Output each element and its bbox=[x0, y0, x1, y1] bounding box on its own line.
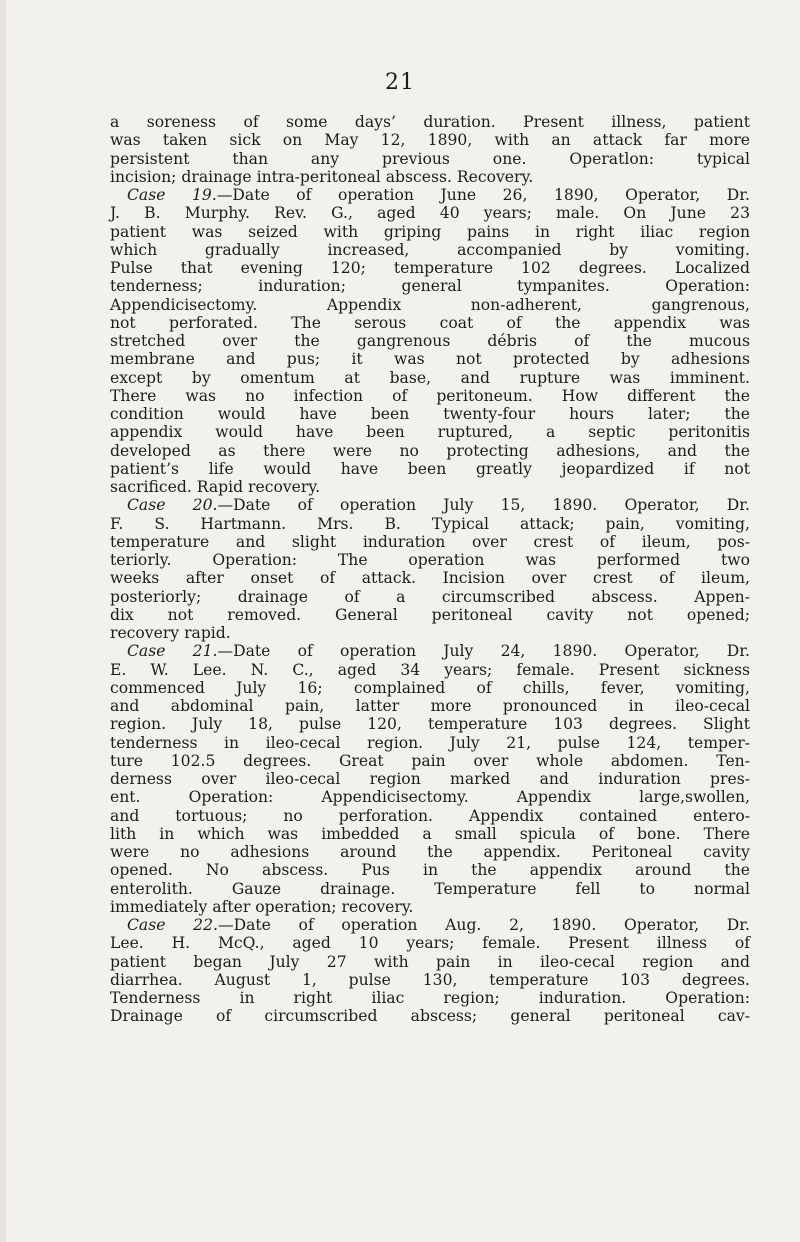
text-line bbox=[110, 259, 750, 277]
text-line bbox=[110, 934, 750, 952]
line-text: condition would have been twenty-four hours later; the bbox=[110, 405, 750, 423]
line-text: Lee. H. McQ., aged 10 years; female. Present illness of bbox=[110, 934, 750, 953]
line-text: was taken sick on May 12, 1890, with an attack far more bbox=[110, 131, 750, 150]
text-line bbox=[110, 770, 750, 788]
text-line bbox=[110, 314, 750, 332]
line-text: —Date of operation June 26, 1890, Operator, Dr. bbox=[216, 186, 750, 204]
line-text: and tortuous; no perforation. Appendix contained entero- bbox=[110, 806, 750, 825]
line-text: tenderness; induration; general tympanites. Operation: bbox=[110, 277, 750, 296]
text-line bbox=[110, 989, 750, 1007]
line-text: enterolith. Gauze drainage. Temperature fell to normal bbox=[110, 879, 750, 898]
text-line bbox=[110, 113, 750, 131]
line-text: —Date of operation July 24, 1890. Operator, Dr. bbox=[217, 642, 751, 661]
text-line bbox=[110, 369, 750, 387]
line-text: incision; drainage intra-peritoneal abscess. Recovery. bbox=[110, 167, 534, 186]
text-line bbox=[110, 734, 750, 752]
text-line bbox=[110, 880, 750, 898]
text-line bbox=[110, 606, 750, 624]
line-text: Tenderness in right iliac region; induration. Operation: bbox=[110, 989, 750, 1007]
text-line bbox=[110, 1007, 750, 1025]
text-line bbox=[110, 241, 750, 259]
line-text: not perforated. The serous coat of the appendix was bbox=[110, 313, 750, 332]
text-line bbox=[110, 898, 750, 916]
case-heading-line bbox=[110, 916, 750, 934]
line-text: E. W. Lee. N. C., aged 34 years; female. Present sickness bbox=[110, 660, 750, 679]
line-text: There was no infection of peritoneum. How different the bbox=[110, 386, 750, 405]
line-text: recovery rapid. bbox=[110, 624, 231, 642]
line-text: ture 102.5 degrees. Great pain over whole abdomen. Ten- bbox=[110, 751, 750, 770]
line-text: J. B. Murphy. Rev. G., aged 40 years; male. On June 23 bbox=[110, 204, 750, 223]
text-line bbox=[110, 752, 750, 770]
text-line bbox=[110, 861, 750, 879]
text-line bbox=[110, 442, 750, 460]
text-line bbox=[110, 843, 750, 861]
text-line bbox=[110, 569, 750, 587]
line-text: opened. No abscess. Pus in the appendix around the bbox=[110, 861, 750, 880]
text-line bbox=[110, 460, 750, 478]
line-text: which gradually increased, accompanied by vomiting. bbox=[110, 240, 750, 259]
line-text: Drainage of circumscribed abscess; general peritoneal cav- bbox=[110, 1007, 750, 1026]
line-text: —Date of operation July 15, 1890. Operator, Dr. bbox=[217, 496, 751, 515]
line-text: except by omentum at base, and rupture was imminent. bbox=[110, 368, 750, 387]
line-text: developed as there were no protecting adhesions, and the bbox=[110, 441, 750, 460]
text-line bbox=[110, 661, 750, 679]
line-text: persistent than any previous one. Operatlon: typical bbox=[110, 149, 750, 168]
text-line bbox=[110, 953, 750, 971]
text-line bbox=[110, 387, 750, 405]
line-text: patient was seized with griping pains in right iliac region bbox=[110, 222, 750, 241]
line-text: —Date of operation Aug. 2, 1890. Operator, Dr. bbox=[217, 916, 751, 934]
text-line bbox=[110, 168, 750, 186]
line-text: and abdominal pain, latter more pronounced in ileo-cecal bbox=[110, 697, 750, 715]
text-line bbox=[110, 150, 750, 168]
text-line bbox=[110, 624, 750, 642]
case-heading-line bbox=[110, 642, 750, 660]
text-line bbox=[110, 296, 750, 314]
text-line bbox=[110, 478, 750, 496]
text-line bbox=[110, 405, 750, 423]
line-text: weeks after onset of attack. Incision over crest of ileum, bbox=[110, 569, 750, 588]
text-line bbox=[110, 825, 750, 843]
line-text: posteriorly; drainage of a circumscribed abscess. Appen- bbox=[110, 587, 750, 606]
line-text: region. July 18, pulse 120, temperature 103 degrees. Slight bbox=[110, 715, 750, 734]
case-label: Case 22. bbox=[127, 916, 218, 934]
line-text: Pulse that evening 120; temperature 102 degrees. Localized bbox=[110, 259, 750, 277]
line-text: tenderness in ileo-cecal region. July 21, pulse 124, temper- bbox=[110, 733, 750, 752]
text-line bbox=[110, 697, 750, 715]
line-text: a soreness of some days’ duration. Present illness, patient bbox=[110, 113, 750, 131]
case-heading-line bbox=[110, 496, 750, 514]
case-label: Case 21. bbox=[127, 642, 218, 661]
line-text: Appendicisectomy. Appendix non-adherent, gangrenous, bbox=[110, 295, 750, 314]
case-heading-line bbox=[110, 186, 750, 204]
text-line bbox=[110, 204, 750, 222]
line-text: membrane and pus; it was not protected by adhesions bbox=[110, 350, 750, 369]
case-label: Case 20. bbox=[127, 496, 218, 515]
line-text: patient’s life would have been greatly jeopardized if not bbox=[110, 459, 750, 478]
line-text: patient began July 27 with pain in ileo-cecal region and bbox=[110, 952, 750, 971]
line-text: stretched over the gangrenous débris of the mucous bbox=[110, 332, 750, 350]
text-line bbox=[110, 350, 750, 368]
line-text: teriorly. Operation: The operation was performed two bbox=[110, 551, 750, 569]
line-text: temperature and slight induration over crest of ileum, pos- bbox=[110, 532, 750, 551]
text-line bbox=[110, 515, 750, 533]
text-line bbox=[110, 131, 750, 149]
page-edge-shadow bbox=[0, 0, 6, 1242]
line-text: F. S. Hartmann. Mrs. B. Typical attack; pain, vomiting, bbox=[110, 514, 750, 533]
text-line bbox=[110, 679, 750, 697]
text-line bbox=[110, 807, 750, 825]
line-text: derness over ileo-cecal region marked and induration pres- bbox=[110, 770, 750, 788]
line-text: diarrhea. August 1, pulse 130, temperature 103 degrees. bbox=[110, 970, 750, 989]
text-line bbox=[110, 588, 750, 606]
line-text: dix not removed. General peritoneal cavity not opened; bbox=[110, 605, 750, 624]
case-label: Case 19. bbox=[127, 186, 217, 204]
text-line bbox=[110, 788, 750, 806]
line-text: commenced July 16; complained of chills, fever, vomiting, bbox=[110, 678, 750, 697]
line-text: ent. Operation: Appendicisectomy. Appendix large,swollen, bbox=[110, 788, 750, 807]
line-text: sacrificed. Rapid recovery. bbox=[110, 478, 321, 496]
text-line bbox=[110, 715, 750, 733]
line-text: lith in which was imbedded a small spicula of bone. There bbox=[110, 824, 750, 843]
text-line bbox=[110, 223, 750, 241]
line-text: appendix would have been ruptured, a septic peritonitis bbox=[110, 423, 750, 442]
text-line bbox=[110, 971, 750, 989]
text-line bbox=[110, 332, 750, 350]
text-line bbox=[110, 551, 750, 569]
body-text bbox=[110, 113, 750, 1026]
text-line bbox=[110, 277, 750, 295]
text-line bbox=[110, 423, 750, 441]
page-number: 21 bbox=[385, 70, 415, 95]
line-text: immediately after operation; recovery. bbox=[110, 897, 414, 916]
line-text: were no adhesions around the appendix. Peritoneal cavity bbox=[110, 843, 750, 861]
text-line bbox=[110, 533, 750, 551]
